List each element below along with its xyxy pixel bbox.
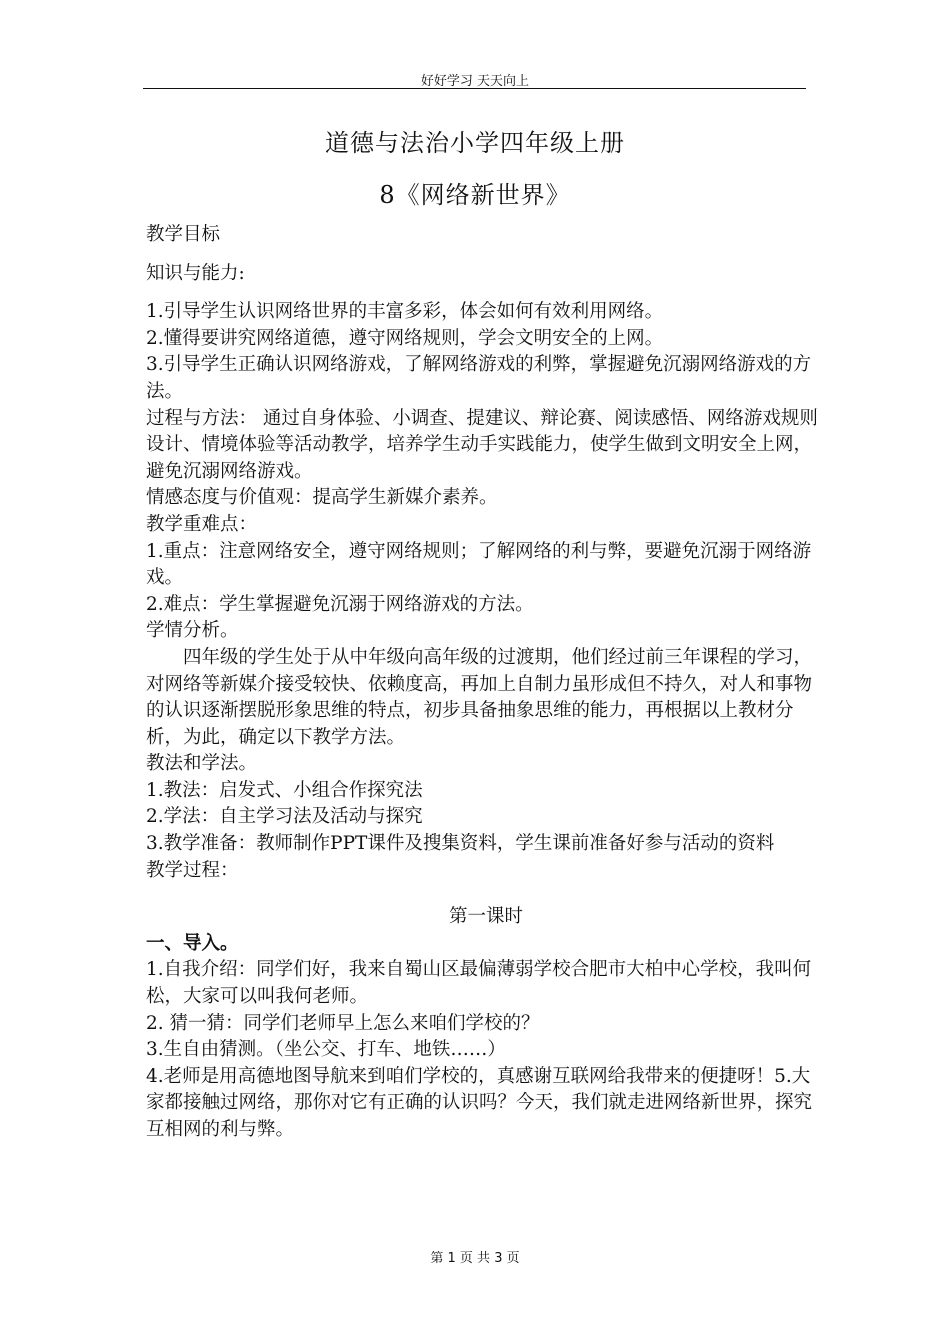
analysis-heading: 学情分析。 [146,620,239,642]
header-divider [143,88,806,89]
emotion-goal: 情感态度与价值观：提高学生新媒介素养。 [146,487,498,509]
lesson-name: 8《网络新世界》 [379,181,571,209]
key-point: 1.重点：注意网络安全，遵守网络规则；了解网络的利与弊，要避免沉溺于网络游戏。 [146,540,812,589]
document-title: 道德与法治小学四年级上册 [325,129,625,157]
page-header: 好好学习 天天向上 [420,74,530,89]
process-method: 过程与方法： 通过自身体验、小调查、提建议、辩论赛、阅读感悟、网络游戏规则设计、情境体验等活动教学，培养学生动手实践能力，使学生做到文明安全上网，避免沉溺网络游戏。 [146,407,818,482]
knowledge-item: 2.懂得要讲究网络道德，遵守网络规则，学会文明安全的上网。 [146,327,664,349]
knowledge-item: 1.引导学生认识网络世界的丰富多彩，体会如何有效利用网络。 [146,301,664,323]
lesson-title: 第一课时 [448,906,523,928]
page-footer: 第 1 页 共 3 页 [430,1251,520,1266]
key-difficult-heading: 教学重难点： [146,513,258,535]
intro-item: 3.生自由猜测。（坐公交、打车、地铁……） [146,1039,506,1061]
knowledge-heading: 知识与能力: [146,262,245,284]
methods-item: 1.教法：启发式、小组合作探究法 [146,779,423,801]
intro-item: 4.老师是用高德地图导航来到咱们学校的，真感谢互联网给我带来的便捷呀！5.大家都接触过网络，那你对它有正确的认识吗？今天，我们就走进网络新世界，探究互相网的利与弊。 [146,1065,813,1140]
process-heading: 教学过程： [146,859,239,881]
intro-item: 1.自我介绍：同学们好，我来自蜀山区最偏薄弱学校合肥市大柏中心学校，我叫何松，大家可以叫我何老师。 [146,959,812,1008]
goals-heading: 教学目标 [146,224,221,245]
methods-item: 2.学法：自主学习法及活动与探究 [146,806,423,828]
methods-item: 3.教学准备：教师制作PPT课件及搜集资料，学生课前准备好参与活动的资料 [146,833,775,855]
analysis-text: 四年级的学生处于从中年级向高年级的过渡期，他们经过前三年课程的学习，对网络等新媒介接受较快、依赖度高，再加上自制力虽形成但不持久，对人和事物的认识逐渐摆脱形象思维的特点，初步具备抽象思维的能力，再根据以上教材分析，为此，确定以下教学方法。 [146,646,813,748]
intro-item: 2. 猜一猜：同学们老师早上怎么来咱们学校的？ [146,1012,540,1034]
intro-heading: 一、导入。 [146,932,239,954]
document-body [146,222,826,1144]
methods-heading: 教法和学法。 [146,753,258,775]
knowledge-item: 3.引导学生正确认识网络游戏，了解网络游戏的利弊，掌握避免沉溺网络游戏的方法。 [146,354,812,402]
difficult-point: 2.难点：学生掌握避免沉溺于网络游戏的方法。 [146,593,534,615]
